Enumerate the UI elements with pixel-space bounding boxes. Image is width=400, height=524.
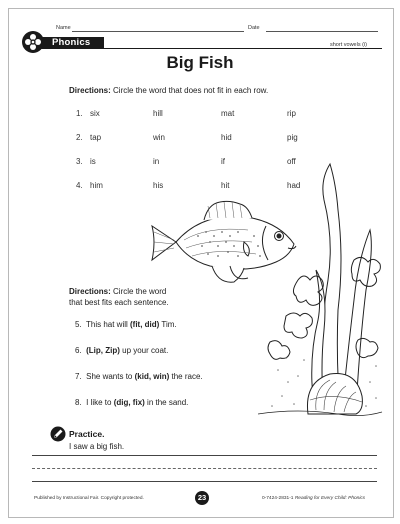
sentence-8 (75, 398, 188, 407)
name-label: Name (56, 25, 71, 31)
row-4-word-2[interactable]: his (153, 181, 164, 190)
row-3-num: 3. (76, 157, 83, 166)
brand-label: Phonics (52, 37, 91, 48)
sentence-7-after: the race. (169, 372, 203, 381)
row-1-word-4[interactable]: rip (287, 109, 296, 118)
sentence-7-before: She wants to (86, 372, 135, 381)
writing-line-dashed[interactable] (32, 468, 377, 469)
row-2-word-2[interactable]: win (153, 133, 166, 142)
practice-sentence: I saw a big fish. (69, 442, 125, 451)
directions-2 (69, 286, 166, 297)
sentence-5-num: 5. (75, 320, 82, 329)
sentence-5-after: Tim. (159, 320, 177, 329)
sentence-8-choice[interactable]: (dig, fix) (113, 398, 145, 407)
row-4-word-4[interactable]: had (287, 181, 301, 190)
sentence-7-num: 7. (75, 372, 82, 381)
row-3-word-1[interactable]: is (90, 157, 96, 166)
sentence-7-choice[interactable]: (kid, win) (134, 372, 170, 381)
footer-code: 0-7424-2831-1 (262, 496, 295, 501)
topic-label: short vowels (i) (330, 42, 367, 48)
sentence-8-after: in the sand. (144, 398, 189, 407)
sentence-5-before: This hat will (85, 320, 130, 329)
row-1-word-2[interactable]: hill (153, 109, 163, 118)
row-1-num: 1. (76, 109, 83, 118)
sentence-5 (75, 320, 177, 329)
band-rule (104, 48, 382, 49)
sentence-7 (75, 372, 203, 381)
row-4-word-1[interactable]: him (90, 181, 103, 190)
row-3-word-3[interactable]: if (221, 157, 225, 166)
writing-line-top[interactable] (32, 455, 377, 456)
flower-logo-icon (22, 31, 44, 53)
seaweed-coral-illustration (258, 160, 384, 420)
date-line (266, 31, 378, 32)
sentence-6 (75, 346, 168, 355)
directions-2-label: Directions: (69, 287, 111, 296)
page-number: 23 (195, 491, 209, 505)
row-2-word-1[interactable]: tap (90, 133, 102, 142)
directions-2-line1: Circle the word (110, 287, 167, 296)
name-line (72, 31, 244, 32)
sentence-6-choice[interactable]: (Lip, Zip) (86, 346, 120, 355)
sentence-6-after: up your coat. (119, 346, 169, 355)
row-4-word-3[interactable]: hit (221, 181, 230, 190)
writing-line-bottom[interactable] (32, 481, 377, 482)
footer-book (262, 496, 365, 501)
practice-label: Practice. (69, 429, 105, 439)
row-1-word-1[interactable]: six (90, 109, 100, 118)
row-4-num: 4. (76, 181, 83, 190)
sentence-8-before: I like to (86, 398, 114, 407)
row-2-word-4[interactable]: pig (287, 133, 298, 142)
row-1-word-3[interactable]: mat (221, 109, 235, 118)
date-label: Date (248, 25, 260, 31)
directions-1-text: Circle the word that does not fit in each row. (110, 86, 269, 95)
directions-1-label: Directions: (69, 86, 111, 95)
sentence-5-choice[interactable]: (fit, did) (130, 320, 160, 329)
row-2-word-3[interactable]: hid (221, 133, 232, 142)
pencil-icon (50, 426, 66, 442)
directions-2-line2: that best fits each sentence. (69, 298, 169, 307)
sentence-6-num: 6. (75, 346, 82, 355)
page-title: Big Fish (166, 53, 234, 72)
row-3-word-4[interactable]: off (287, 157, 296, 166)
sentence-8-num: 8. (75, 398, 82, 407)
footer-book-title: Reading for Every Child: Phonics (294, 496, 366, 501)
directions-1 (69, 85, 268, 96)
row-2-num: 2. (76, 133, 83, 142)
row-3-word-2[interactable]: in (153, 157, 160, 166)
footer-publisher: Published by Instructional Fair. Copyright protected. (34, 496, 144, 501)
